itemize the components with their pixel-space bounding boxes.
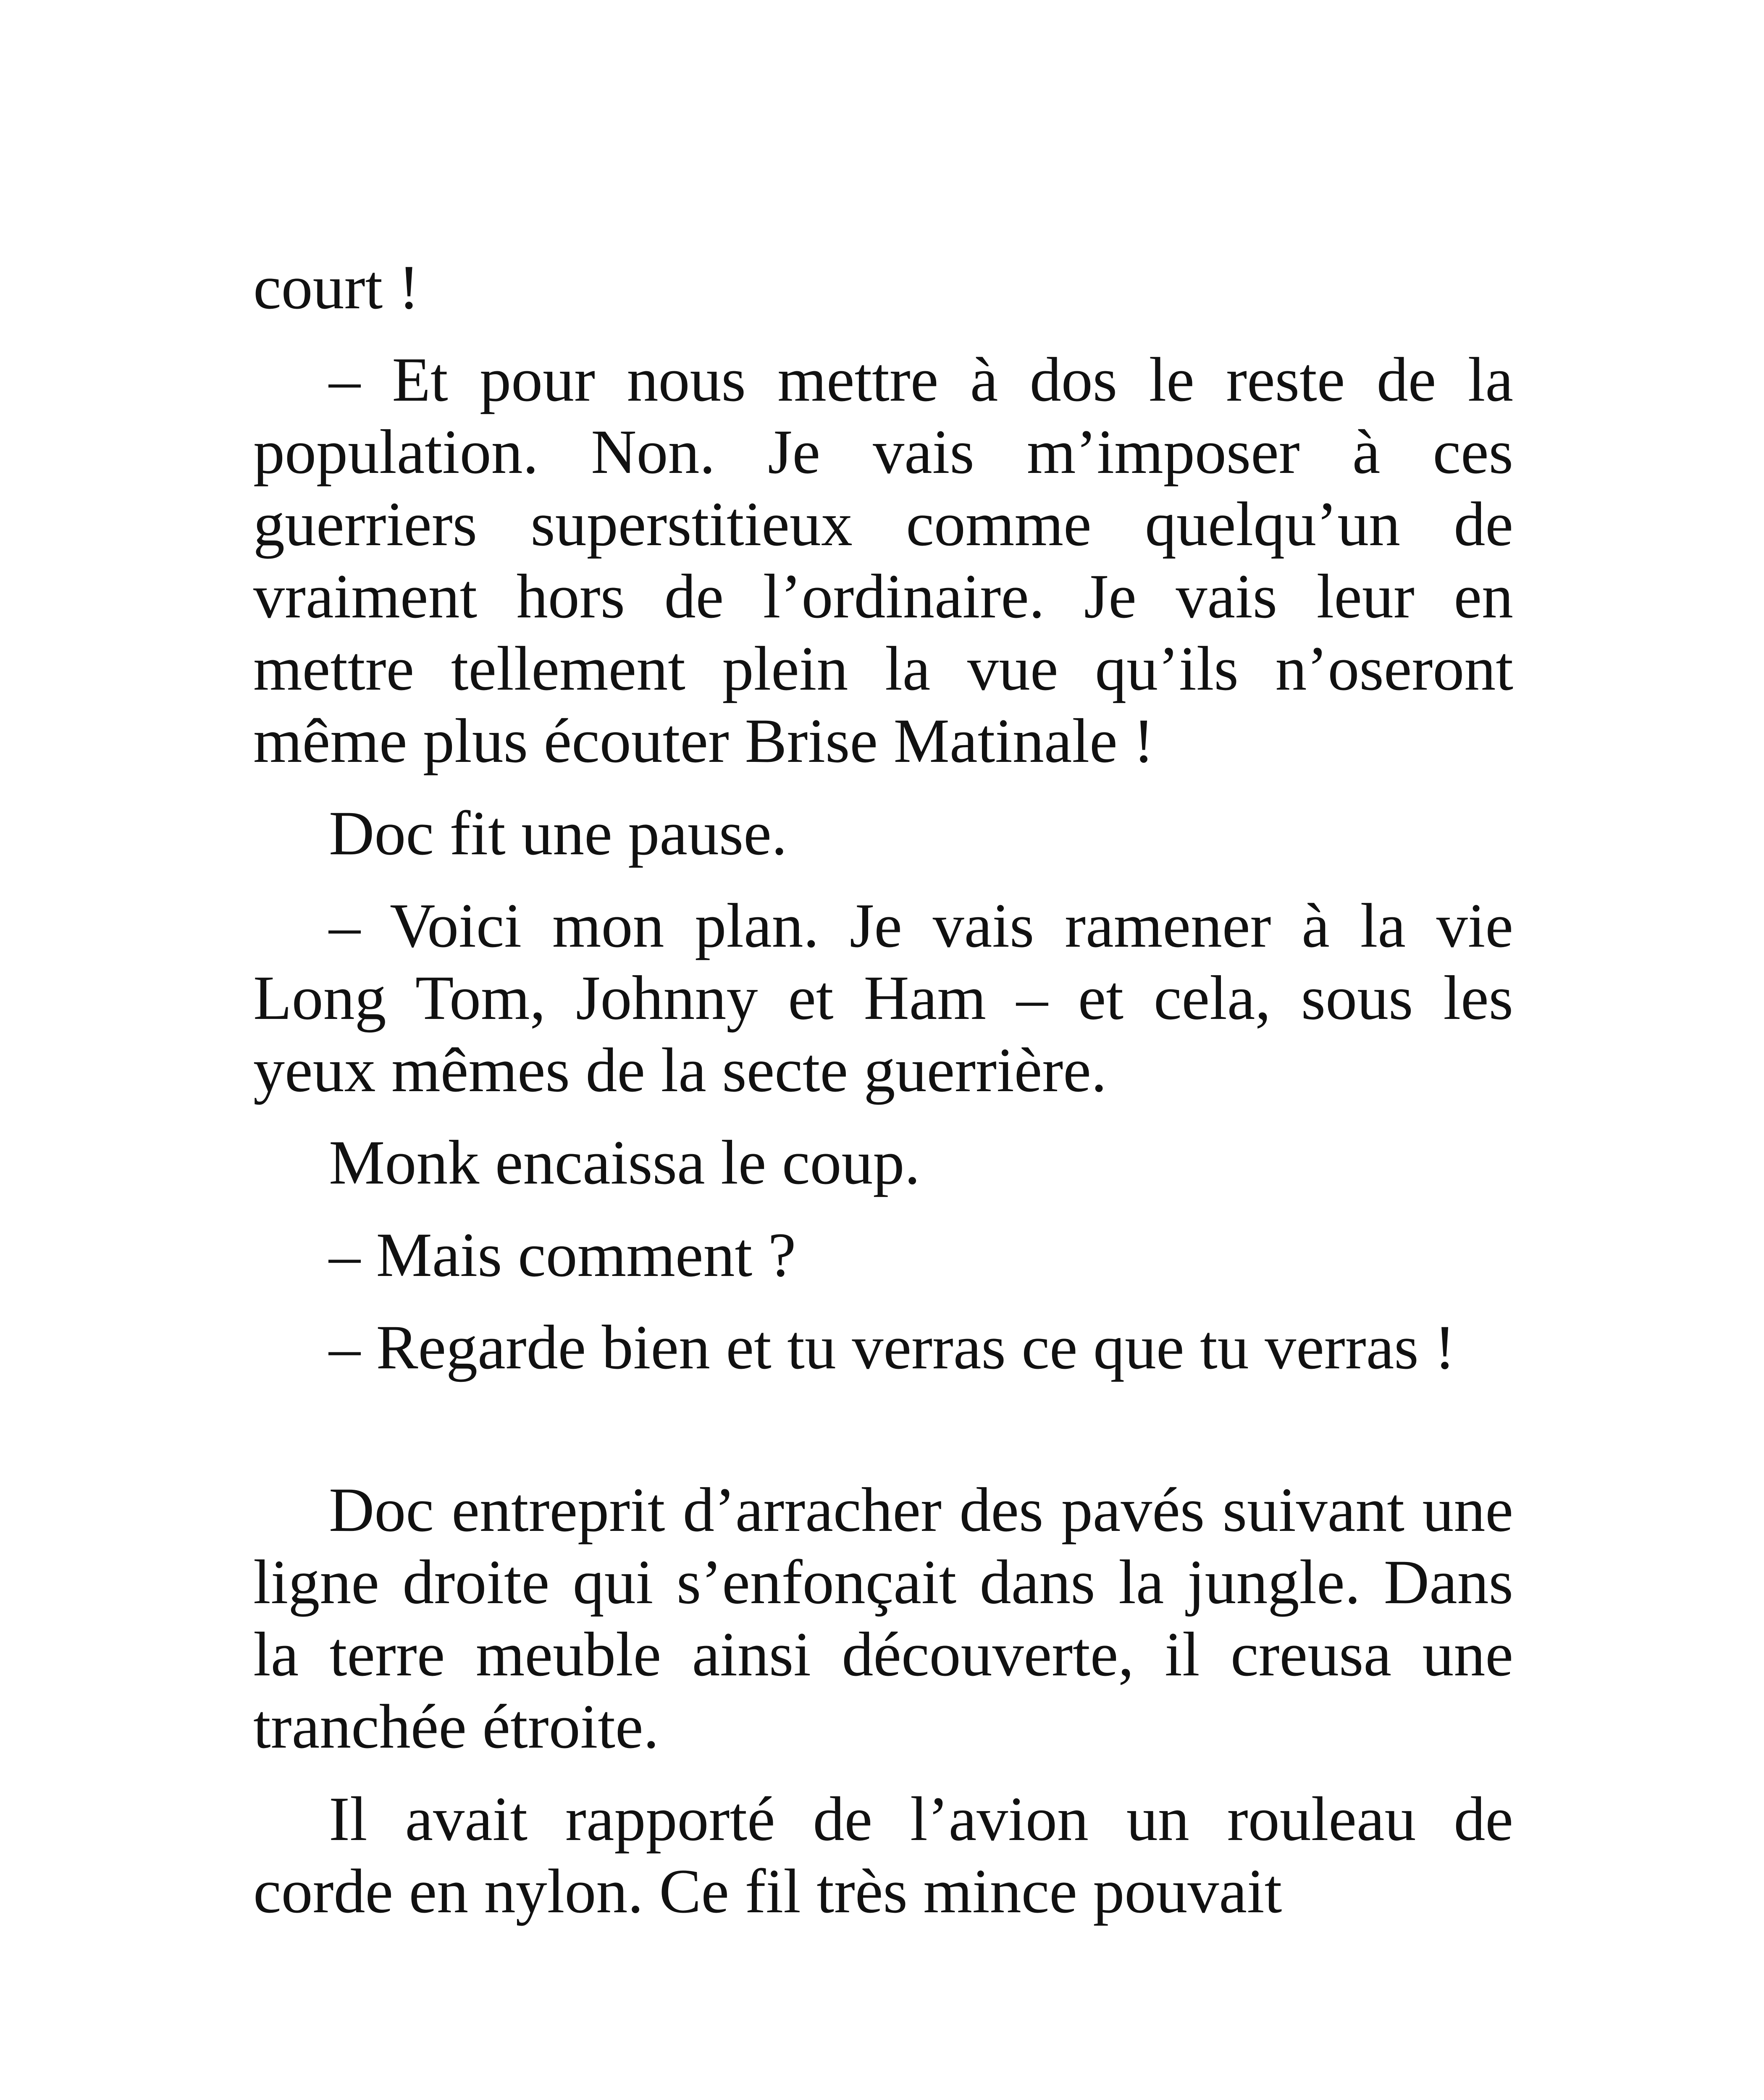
section-break bbox=[253, 1383, 1513, 1474]
paragraph-narration: Doc fit une pause. bbox=[329, 798, 788, 868]
paragraph-dialogue: – Et pour nous mettre à dos le reste de la population. Non. Je vais m’imposer à ces guerriers superstitieux comme quelqu’un de vraiment hors de l’ordinaire. Je vais leur en mettre tellement plein la vue qu’ils n’oseront même plus écouter Brise Matinale ! bbox=[253, 345, 1513, 776]
paragraph-narration: Il avait rapporté de l’avion un rouleau de corde en nylon. Ce fil très mince pouvait bbox=[253, 1784, 1513, 1926]
page-body bbox=[253, 251, 1513, 1927]
paragraph-dialogue: – Voici mon plan. Je vais ramener à la vie Long Tom, Johnny et Ham – et cela, sous les yeux mêmes de la secte guerrière. bbox=[253, 891, 1513, 1105]
paragraph-dialogue: – Mais comment ? bbox=[329, 1220, 796, 1290]
paragraph-narration: Doc entreprit d’arracher des pavés suivant une ligne droite qui s’enfonçait dans la jungle. Dans la terre meuble ainsi découverte, il creusa une tranchée étroite. bbox=[253, 1475, 1513, 1761]
paragraph-continuation: court ! bbox=[253, 252, 420, 322]
paragraph-narration: Monk encaissa le coup. bbox=[329, 1128, 920, 1197]
paragraph-dialogue: – Regarde bien et tu verras ce que tu verras ! bbox=[329, 1312, 1456, 1382]
